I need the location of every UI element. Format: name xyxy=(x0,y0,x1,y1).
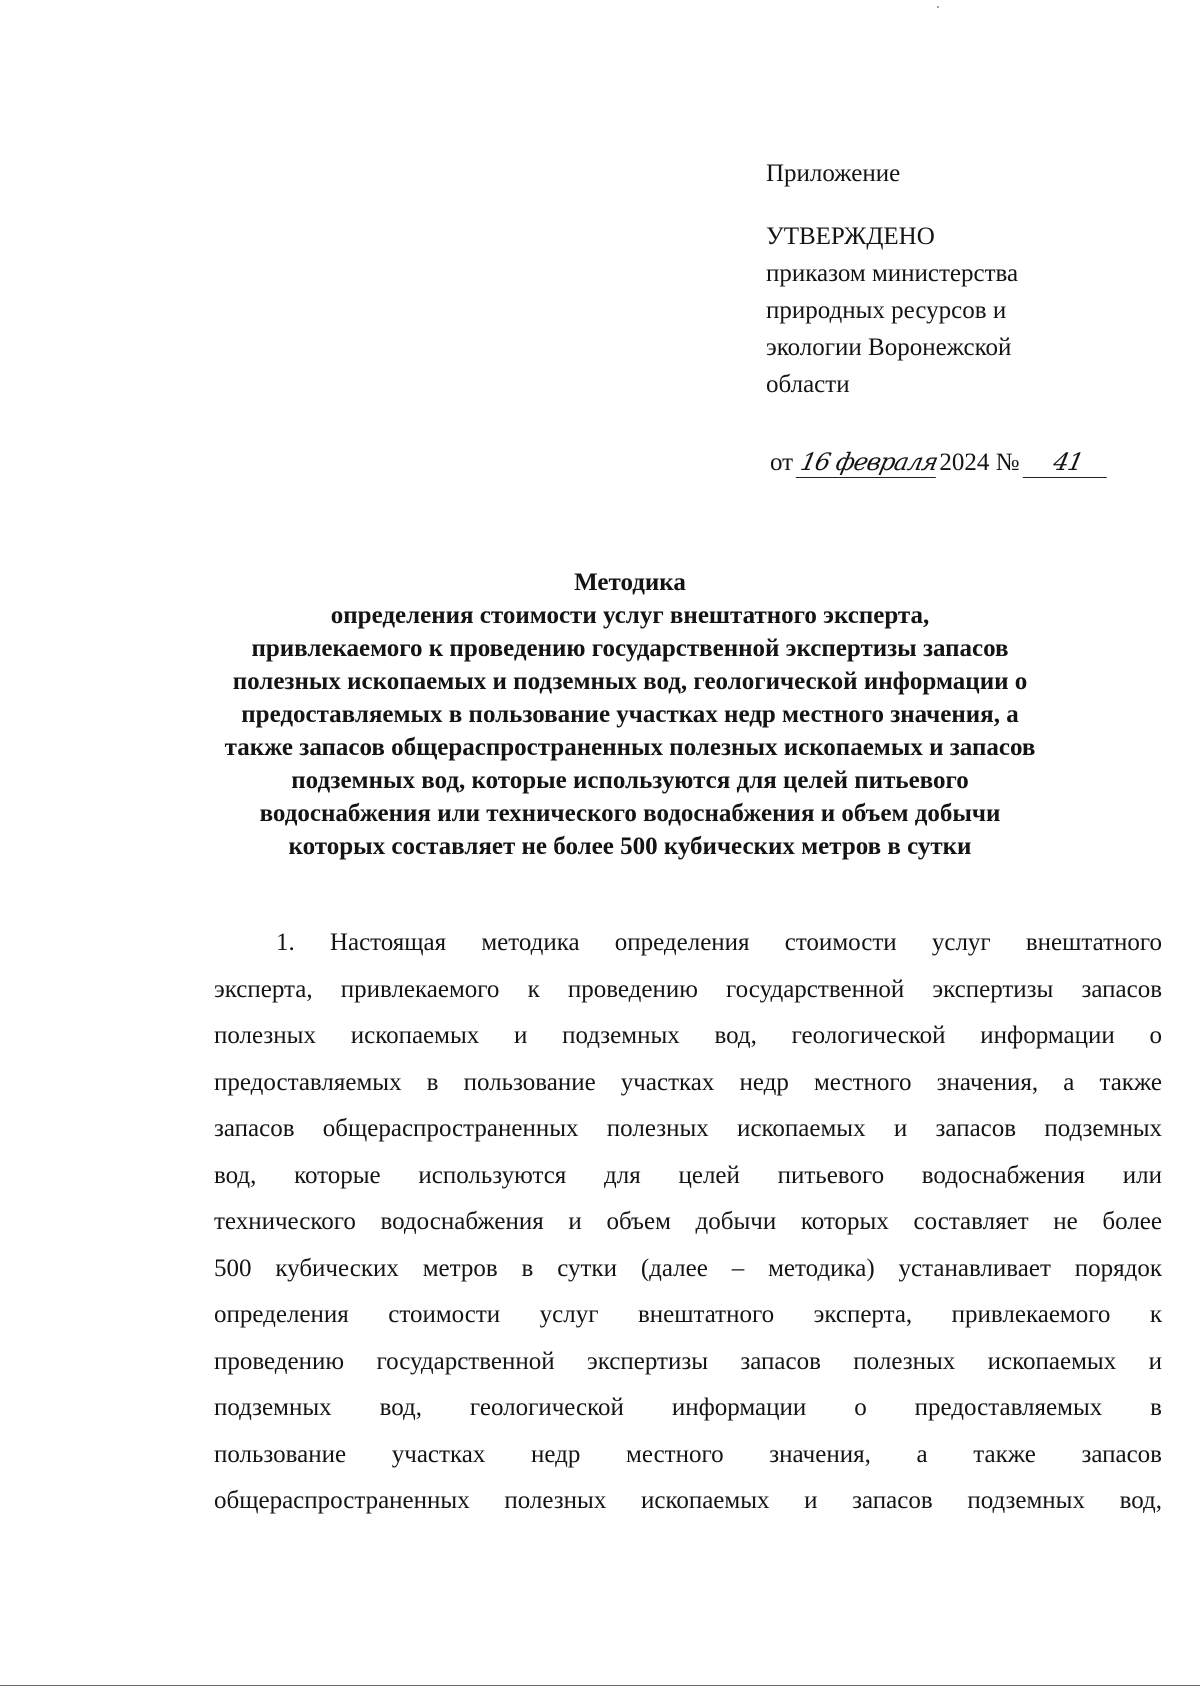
approval-line: области xyxy=(766,371,850,398)
title-line: подземных вод, которые используются для целей питьевого xyxy=(291,767,969,794)
body-paragraph xyxy=(214,920,1162,1525)
scan-artifact-dot xyxy=(937,6,939,8)
title-line: Методика xyxy=(574,569,686,596)
paragraph-line: запасов общераспространенных полезных ископаемых и запасов подземных xyxy=(214,1115,1162,1142)
paragraph-line: проведению государственной экспертизы запасов полезных ископаемых и xyxy=(214,1347,1162,1375)
scan-edge-line xyxy=(0,1685,1200,1686)
title-line: также запасов общераспространенных полезных ископаемых и запасов xyxy=(224,734,1036,761)
title-line: привлекаемого к проведению государственной экспертизы запасов xyxy=(251,635,1009,662)
title-line: полезных ископаемых и подземных вод, геологической информации о xyxy=(232,668,1028,695)
paragraph-line: предоставляемых в пользование участках недр местного значения, а также xyxy=(214,1068,1162,1096)
title-line: водоснабжения или технического водоснабжения и объем добычи xyxy=(259,800,1001,827)
document-title xyxy=(190,566,1070,863)
title-line: определения стоимости услуг внештатного эксперта, xyxy=(330,602,930,629)
approved-label: УТВЕРЖДЕНО xyxy=(766,223,935,250)
approval-block xyxy=(766,155,1126,403)
title-line: предоставляемых в пользование участках недр местного значения, а xyxy=(241,701,1019,728)
order-prefix: от xyxy=(770,449,794,476)
paragraph-line: вод, которые используются для целей питьевого водоснабжения или xyxy=(214,1161,1162,1189)
paragraph-line: технического водоснабжения и объем добычи которых составляет не более xyxy=(214,1208,1162,1235)
paragraph-line: общераспространенных полезных ископаемых и запасов подземных вод, xyxy=(214,1487,1162,1514)
order-year: 2024 № xyxy=(939,449,1020,476)
title-line: которых составляет не более 500 кубических метров в сутки xyxy=(288,833,972,860)
paragraph-line: эксперта, привлекаемого к проведению государственной экспертизы запасов xyxy=(214,975,1162,1003)
paragraph-line: пользование участках недр местного значения, а также запасов xyxy=(214,1440,1162,1468)
approval-line: приказом министерства xyxy=(766,260,1019,287)
paragraph-line: полезных ископаемых и подземных вод, геологической информации о xyxy=(214,1022,1162,1049)
approval-line: природных ресурсов и xyxy=(766,297,1007,324)
paragraph-line: определения стоимости услуг внештатного эксперта, привлекаемого к xyxy=(214,1301,1162,1328)
handwritten-order-number: 41 xyxy=(1022,447,1113,478)
paragraph-line: подземных вод, геологической информации о предоставляемых в xyxy=(214,1394,1162,1421)
order-date-line xyxy=(770,447,1110,478)
paragraph-line: 1. Настоящая методика определения стоимости услуг внештатного xyxy=(276,929,1162,956)
paragraph-line: 500 кубических метров в сутки (далее – методика) устанавливает порядок xyxy=(214,1254,1162,1282)
handwritten-date: 16 февраля xyxy=(796,447,943,478)
approval-line: экологии Воронежской xyxy=(766,334,1012,361)
appendix-label: Приложение xyxy=(766,160,901,187)
